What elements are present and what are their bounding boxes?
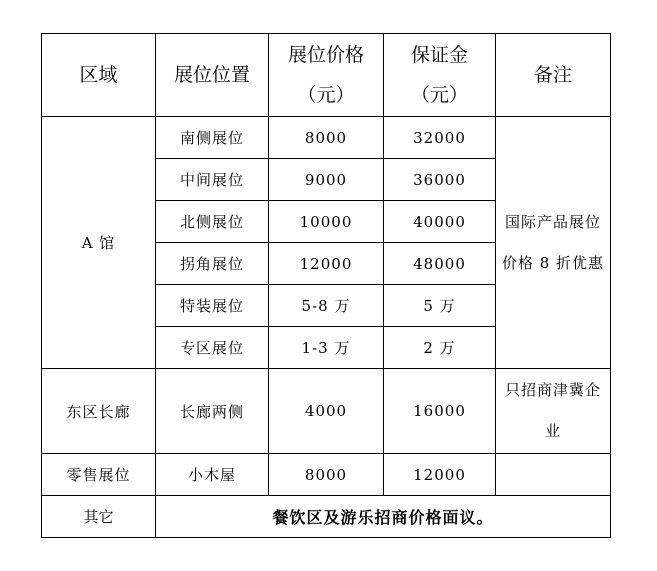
remark-cell — [496, 454, 611, 496]
booth-price-table — [41, 33, 611, 538]
deposit-cell: 16000 — [384, 369, 496, 454]
price-cell: 8000 — [269, 117, 384, 159]
price-cell: 5-8 万 — [269, 285, 384, 327]
price-cell: 10000 — [269, 201, 384, 243]
footer-label: 其它 — [42, 496, 156, 538]
price-cell: 1-3 万 — [269, 327, 384, 369]
area-cell: A 馆 — [42, 117, 156, 369]
header-row — [42, 34, 611, 117]
price-cell: 9000 — [269, 159, 384, 201]
header-remarks: 备注 — [496, 34, 611, 117]
price-cell: 4000 — [269, 369, 384, 454]
footer-row — [42, 496, 611, 538]
footer-note: 餐饮区及游乐招商价格面议。 — [156, 496, 611, 538]
position-cell: 专区展位 — [156, 327, 269, 369]
deposit-cell: 5 万 — [384, 285, 496, 327]
price-cell: 8000 — [269, 454, 384, 496]
header-position: 展位位置 — [156, 34, 269, 117]
header-price-unit: （元） — [297, 84, 355, 106]
position-cell: 拐角展位 — [156, 243, 269, 285]
deposit-cell: 36000 — [384, 159, 496, 201]
remark-cell: 只招商津冀企业 — [496, 369, 611, 454]
header-price-title: 展位价格 — [287, 44, 364, 66]
area-cell: 零售展位 — [42, 454, 156, 496]
deposit-cell: 40000 — [384, 201, 496, 243]
table-row — [42, 117, 611, 159]
header-deposit-unit: （元） — [410, 84, 468, 106]
header-price — [269, 34, 384, 117]
header-deposit-title: 保证金 — [410, 44, 468, 66]
table-row — [42, 369, 611, 454]
position-cell: 北侧展位 — [156, 201, 269, 243]
price-cell: 12000 — [269, 243, 384, 285]
header-area: 区域 — [42, 34, 156, 117]
deposit-cell: 2 万 — [384, 327, 496, 369]
deposit-cell: 12000 — [384, 454, 496, 496]
deposit-cell: 48000 — [384, 243, 496, 285]
area-cell: 东区长廊 — [42, 369, 156, 454]
deposit-cell: 32000 — [384, 117, 496, 159]
position-cell: 长廊两侧 — [156, 369, 269, 454]
position-cell: 特装展位 — [156, 285, 269, 327]
table-row — [42, 454, 611, 496]
header-deposit — [384, 34, 496, 117]
position-cell: 小木屋 — [156, 454, 269, 496]
position-cell: 南侧展位 — [156, 117, 269, 159]
position-cell: 中间展位 — [156, 159, 269, 201]
remark-cell: 国际产品展位价格 8 折优惠 — [496, 117, 611, 369]
